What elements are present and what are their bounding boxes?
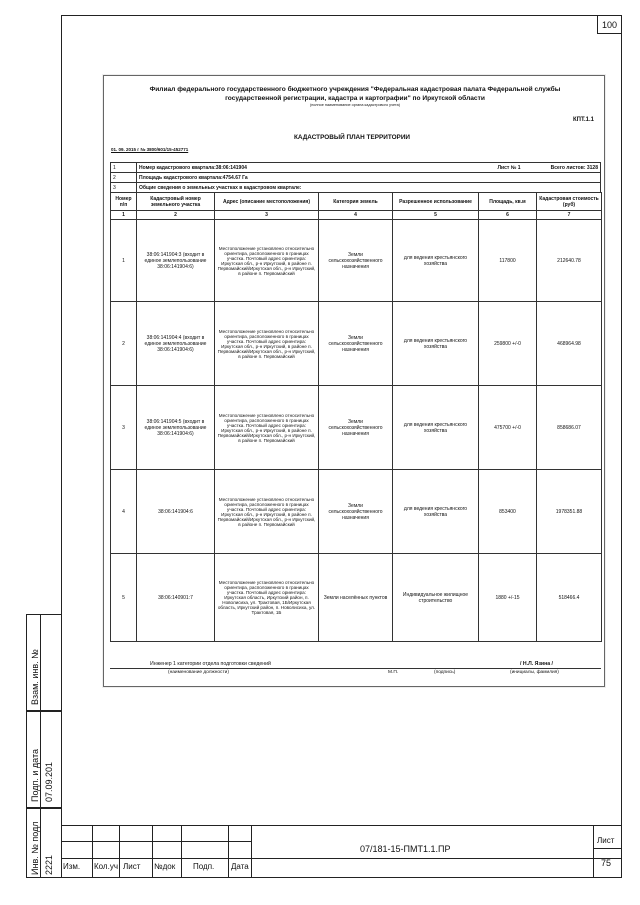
col-header: Кадастровый номер земельного участка [137,193,215,211]
land-category: Земли сельскохозяйственного назначения [319,470,393,554]
sign-caption: (подпись) [434,670,456,675]
area: 853400 [479,470,537,554]
sheet-number: Лист № 1 [483,163,523,173]
info-text: Номер кадастрового квартала:38:06:141904 [137,163,483,173]
col-number: 6 [479,211,537,220]
address: Местоположение установлено относительно ориентира, расположенного в границах участка. Почтовый адрес ориентира: Иркутская область, Иркутский район, п. Новолисиха, ул. Трактовая, 1Б/Иркутская область, Иркутский район, п. Новолисиха, ул. Трактовая, 1Б [215,554,319,642]
name-caption: (инициалы, фамилия) [510,670,559,675]
address: Местоположение установлено относительно ориентира, расположенного в границах участка. Почтовый адрес ориентира: Иркутская обл., р-н Иркутский, в районе п. Первомайский/Иркутская обл., р-н Иркутский, в районе п. Первомайский [215,302,319,386]
stamp-date-value: 07.09.201 [44,761,54,802]
cadastral-cost: 518466.4 [537,554,602,642]
row-number: 5 [111,554,137,642]
cadastral-number: 38:06:141904:4 (входит в единое землепользование 38:06:141904:6) [137,302,215,386]
info-text: Площадь кадастрового квартала:4754.67 Га [137,173,601,183]
col-header: Категория земель [319,193,393,211]
land-category: Земли сельскохозяйственного назначения [319,220,393,302]
cadastral-plan-document [103,75,605,687]
col-number: 4 [319,211,393,220]
page-number: 100 [597,15,622,34]
org-line-2: государственной регистрации, кадастра и картографии" по Иркутской области [225,94,485,102]
sheets-total: Всего листов: 3128 [523,163,601,173]
table-row [111,220,602,302]
cadastral-cost: 1978351.88 [537,470,602,554]
stamp-label: Взам. инв. № [30,649,40,705]
row-number: 3 [111,386,137,470]
cadastral-number: 38:06:140901:7 [137,554,215,642]
col-number: 1 [111,211,137,220]
address: Местоположение установлено относительно ориентира, расположенного в границах участка. Почтовый адрес ориентира: Иркутская обл., р-н Иркутский, в районе п. Первомайский/Иркутская обл., р-н Иркутский, в районе п. Первомайский [215,386,319,470]
area: 1880 +/-15 [479,554,537,642]
col-number: 3 [215,211,319,220]
org-note: (полное наименование органа кадастрового учета) [309,103,401,107]
permitted-use: для ведения крестьянского хозяйства [393,470,479,554]
permitted-use: для ведения крестьянского хозяйства [393,220,479,302]
area: 259800 +/-0 [479,302,537,386]
table-row [111,554,602,642]
row-number: 2 [111,302,137,386]
col-number: 5 [393,211,479,220]
table-row [111,302,602,386]
address: Местоположение установлено относительно ориентира, расположенного в границах участка. Почтовый адрес ориентира: Иркутская обл., р-н Иркутский, в районе п. Первомайский/Иркутская обл., р-н Иркутский, в районе п. Первомайский [215,220,319,302]
stamp-inv-value: 2221 [44,854,54,875]
address: Местоположение установлено относительно ориентира, расположенного в границах участка. Почтовый адрес ориентира: Иркутская обл., р-н Иркутский, в районе п. Первомайский/Иркутская обл., р-н Иркутский, в районе п. Первомайский [215,470,319,554]
sheet-value: 75 [601,858,612,868]
stamp-replace-inv [26,614,61,711]
col-header: Кадастровая стоимость (руб) [537,193,602,211]
stamp-mark: М.П. [388,670,399,675]
signer-position: Инженер 1 категории отдела подготовки сведений [150,661,271,667]
cadastral-number: 38:06:141904:3 (входит в единое землепользование 38:06:141904:6) [137,220,215,302]
row-number: 4 [111,470,137,554]
stamp-label: Подп. и дата [30,748,40,802]
col-header: Площадь, кв.м [479,193,537,211]
table-row [111,470,602,554]
info-num: 3 [111,183,137,193]
permitted-use: для ведения крестьянского хозяйства [393,302,479,386]
table-row [111,386,602,470]
area: 475700 +/-0 [479,386,537,470]
tb-col-date: Дата [231,862,249,871]
info-num: 2 [111,173,137,183]
col-header: Разрешенное использование [393,193,479,211]
land-category: Земли сельскохозяйственного назначения [319,302,393,386]
col-header: Адрес (описание местоположения) [215,193,319,211]
permitted-use: для ведения крестьянского хозяйства [393,386,479,470]
cadastral-number: 38:06:141904:6 [137,470,215,554]
cadastral-cost: 468964.98 [537,302,602,386]
col-header: Номер п/п [111,193,137,211]
info-text: Общие сведения о земельных участках в кадастровом квартале: [137,183,601,193]
area: 117800 [479,220,537,302]
land-category: Земли сельскохозяйственного назначения [319,386,393,470]
cadastral-number: 38:06:141904:5 (входит в единое землепользование 38:06:141904:6) [137,386,215,470]
info-table [110,162,601,193]
tb-col-izm: Изм. [63,862,81,871]
doc-date-number: 01. 09. 2015 г № 3800/601/15-452771 [111,147,189,152]
stamp-label: Инв. № подл [30,821,40,875]
position-caption: (наименование должности) [168,670,229,675]
permitted-use: Индивидуальное жилищное строительство [393,554,479,642]
doc-code: 07/181-15-ПМТ1.1.ПР [360,844,451,854]
cadastral-cost: 212640.78 [537,220,602,302]
cadastral-cost: 858686.07 [537,386,602,470]
tb-col-ndoc: №док [154,862,176,871]
land-plots-table [110,192,602,642]
tb-col-kolich: Кол.уч [94,862,118,871]
form-code: КПТ.1.1 [573,117,594,123]
signer-name: / Н.Л. Язина / [520,661,553,667]
tb-col-sign: Подп. [193,862,215,871]
org-line-1: Филиал федерального государственного бюджетного учреждения "Федеральная кадастровая палата Федеральной службы [149,86,561,93]
col-number: 2 [137,211,215,220]
sheet-label: Лист [597,836,615,845]
stamp-orig-inv [26,808,61,878]
stamp-sign-date [26,711,61,808]
row-number: 1 [111,220,137,302]
plan-title: КАДАСТРОВЫЙ ПЛАН ТЕРРИТОРИИ [293,134,411,141]
col-number: 7 [537,211,602,220]
land-category: Земли населённых пунктов [319,554,393,642]
tb-col-list: Лист [123,862,141,871]
info-num: 1 [111,163,137,173]
